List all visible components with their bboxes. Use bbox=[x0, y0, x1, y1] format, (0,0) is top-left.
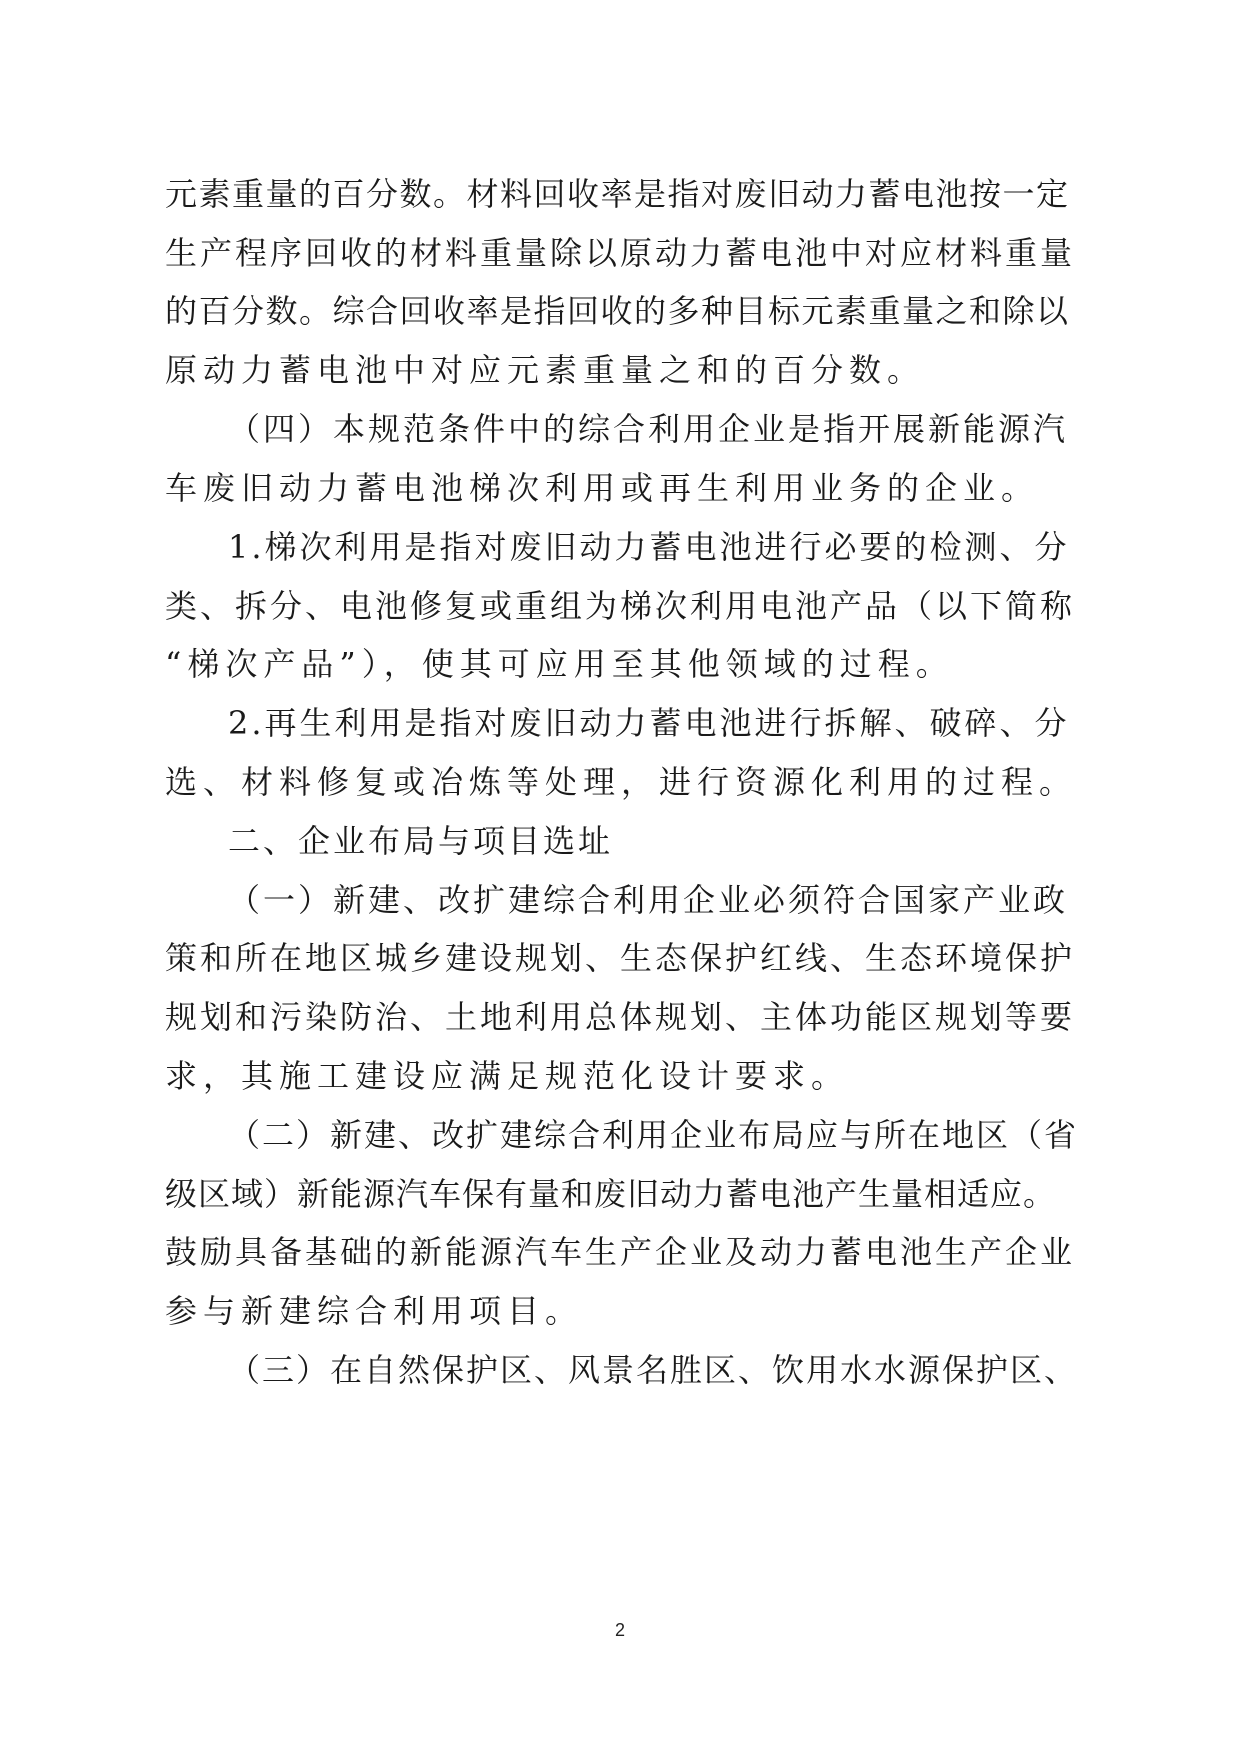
text-line: 选、材料修复或冶炼等处理，进行资源化利用的过程。 bbox=[165, 763, 1078, 801]
text-line: 鼓励具备基础的新能源汽车生产企业及动力蓄电池生产企业 bbox=[165, 1233, 1076, 1271]
text-line: 规划和污染防治、土地利用总体规划、主体功能区规划等要 bbox=[165, 998, 1076, 1036]
text-line: 类、拆分、电池修复或重组为梯次利用电池产品（以下简称 bbox=[165, 587, 1076, 625]
text-line: 求，其施工建设应满足规范化设计要求。 bbox=[165, 1057, 850, 1095]
text-line: （二）新建、改扩建综合利用企业布局应与所在地区（省 bbox=[228, 1116, 1079, 1154]
text-line: （四）本规范条件中的综合利用企业是指开展新能源汽 bbox=[228, 410, 1069, 448]
section-heading: 二、企业布局与项目选址 bbox=[228, 822, 614, 860]
text-line: 生产程序回收的材料重量除以原动力蓄电池中对应材料重量 bbox=[165, 234, 1076, 272]
page-number: 2 bbox=[614, 1620, 625, 1640]
text-line: “梯次产品”），使其可应用至其他领域的过程。 bbox=[165, 645, 954, 683]
text-line: 元素重量的百分数。材料回收率是指对废旧动力蓄电池按一定 bbox=[165, 175, 1070, 213]
text-line: 参与新建综合利用项目。 bbox=[165, 1292, 584, 1330]
text-line: 的百分数。综合回收率是指回收的多种目标元素重量之和除以 bbox=[165, 292, 1070, 330]
text-line: 原动力蓄电池中对应元素重量之和的百分数。 bbox=[165, 351, 926, 389]
text-line: 2.再生利用是指对废旧动力蓄电池进行拆解、破碎、分 bbox=[228, 704, 1070, 742]
text-line: 1.梯次利用是指对废旧动力蓄电池进行必要的检测、分 bbox=[228, 528, 1070, 566]
text-line: （三）在自然保护区、风景名胜区、饮用水水源保护区、 bbox=[228, 1351, 1079, 1389]
text-line: （一）新建、改扩建综合利用企业必须符合国家产业政 bbox=[228, 881, 1069, 919]
text-line: 策和所在地区城乡建设规划、生态保护红线、生态环境保护 bbox=[165, 939, 1076, 977]
text-line: 级区域）新能源汽车保有量和废旧动力蓄电池产生量相适应。 bbox=[165, 1175, 1057, 1213]
text-line: 车废旧动力蓄电池梯次利用或再生利用业务的企业。 bbox=[165, 469, 1040, 507]
